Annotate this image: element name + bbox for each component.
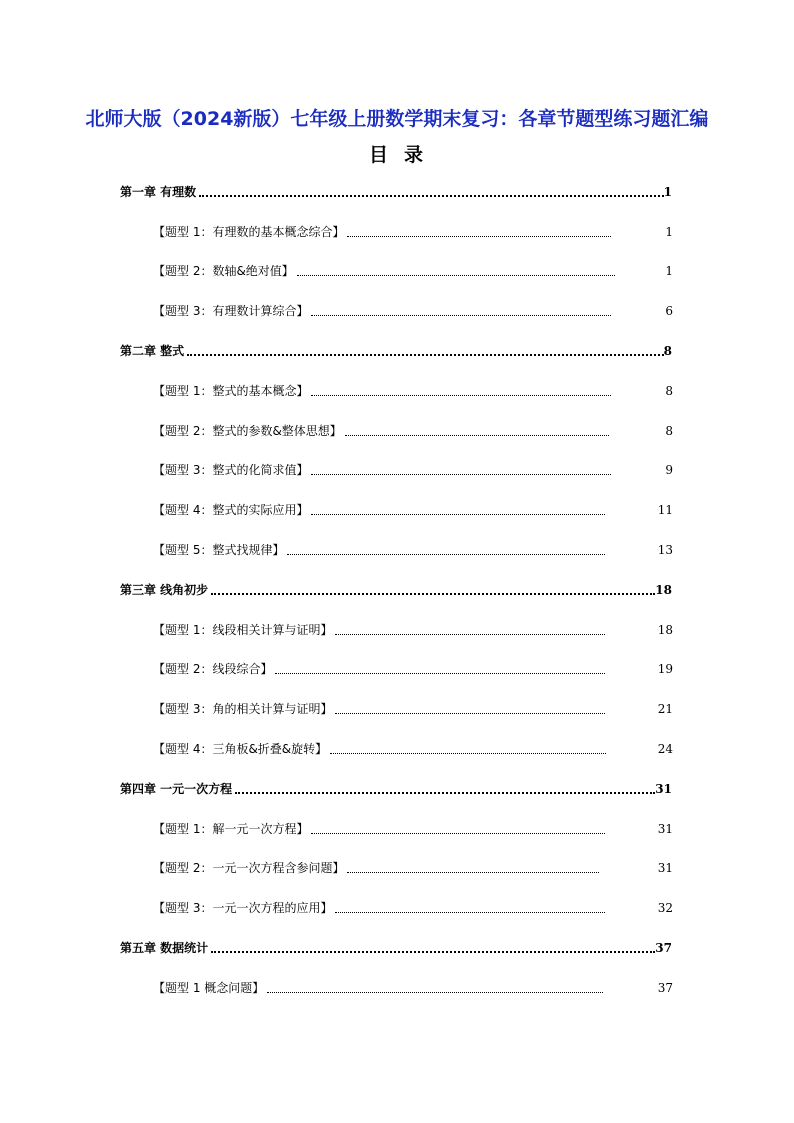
toc-page-number: 8 [663,344,672,358]
toc-section[interactable] [153,302,673,319]
toc-section[interactable] [153,541,673,558]
toc-leader [311,513,605,515]
toc-section-label: 【题型 1：整式的基本概念】 [153,384,309,398]
toc-section[interactable] [153,899,673,916]
toc-section[interactable] [153,382,673,399]
toc-heading [0,140,794,167]
toc-section[interactable] [153,422,673,439]
toc-page-number: 37 [657,981,673,995]
toc-section[interactable] [153,979,673,996]
toc-leader [187,353,663,356]
toc-leader [297,274,615,276]
toc-leader [211,950,655,953]
toc-section[interactable] [153,621,673,638]
toc-section[interactable] [153,859,673,876]
toc-page-number: 9 [665,463,673,477]
toc-page-number: 31 [655,782,672,796]
toc-section-label: 【题型 2：一元一次方程含参问题】 [153,861,345,875]
toc-section[interactable] [153,262,673,279]
toc-chapter-1[interactable] [120,183,672,200]
toc-leader [335,633,605,635]
toc-page-number: 31 [657,861,673,875]
toc-page-number: 19 [657,662,673,676]
toc-section[interactable] [153,700,673,717]
toc-heading-char-1: 目 [368,144,390,166]
toc-leader [235,791,655,794]
toc-page-number: 32 [657,901,673,915]
toc-section[interactable] [153,740,673,757]
toc-leader [311,394,611,396]
toc-page-number: 1 [665,264,673,278]
toc-page-number: 8 [665,384,673,398]
toc-page-number: 21 [657,702,673,716]
toc-chapter-label: 第四章 一元一次方程 [120,782,233,796]
toc-page-number: 1 [663,185,672,199]
toc-chapter-5[interactable] [120,939,672,956]
toc-leader [311,832,605,834]
toc-section-label: 【题型 3：整式的化简求值】 [153,463,309,477]
toc-leader [347,235,611,237]
toc-section-label: 【题型 5：整式找规律】 [153,543,285,557]
toc-leader [267,991,603,993]
toc-leader [287,553,605,555]
toc-leader [347,871,599,873]
toc-leader [335,712,605,714]
toc-leader [311,314,611,316]
toc-page-number: 31 [657,822,673,836]
toc-leader [335,911,605,913]
toc-section-label: 【题型 4：整式的实际应用】 [153,503,309,517]
toc-section[interactable] [153,501,673,518]
toc-chapter-3[interactable] [120,581,672,598]
toc-chapter-label: 第三章 线角初步 [120,583,209,597]
toc-section-label: 【题型 1 概念问题】 [153,981,265,995]
toc-section-label: 【题型 2：线段综合】 [153,662,273,676]
toc-page-number: 1 [665,225,673,239]
toc-leader [330,752,606,754]
toc-page-number: 18 [657,623,673,637]
toc-section[interactable] [153,820,673,837]
toc-page-number: 37 [655,941,672,955]
toc-section[interactable] [153,461,673,478]
toc-chapter-2[interactable] [120,342,672,359]
toc-leader [199,194,663,197]
toc-chapter-label: 第二章 整式 [120,344,185,358]
toc-heading-char-2: 录 [404,144,426,166]
toc-leader [311,473,611,475]
toc-section-label: 【题型 4：三角板&折叠&旋转】 [153,742,328,756]
toc-section-label: 【题型 3：有理数计算综合】 [153,304,309,318]
toc-section-label: 【题型 1：解一元一次方程】 [153,822,309,836]
toc-section[interactable] [153,223,673,240]
toc-section-label: 【题型 1：有理数的基本概念综合】 [153,225,345,239]
toc-section[interactable] [153,660,673,677]
toc-chapter-4[interactable] [120,780,672,797]
toc-section-label: 【题型 2：数轴&绝对值】 [153,264,294,278]
toc-chapter-label: 第一章 有理数 [120,185,197,199]
toc-section-label: 【题型 3：角的相关计算与证明】 [153,702,333,716]
toc-page-number: 11 [657,503,673,517]
toc-leader [211,592,655,595]
toc-chapter-label: 第五章 数据统计 [120,941,209,955]
document-title: 北师大版（2024新版）七年级上册数学期末复习：各章节题型练习题汇编 [85,108,709,130]
toc-page-number: 24 [657,742,673,756]
toc-leader [345,434,609,436]
toc-section-label: 【题型 2：整式的参数&整体思想】 [153,424,342,438]
toc-page-number: 6 [665,304,673,318]
toc-section-label: 【题型 3：一元一次方程的应用】 [153,901,333,915]
toc-page-number: 13 [657,543,673,557]
toc-section-label: 【题型 1：线段相关计算与证明】 [153,623,333,637]
toc-page-number: 18 [655,583,672,597]
toc-leader [275,672,605,674]
toc-page-number: 8 [665,424,673,438]
